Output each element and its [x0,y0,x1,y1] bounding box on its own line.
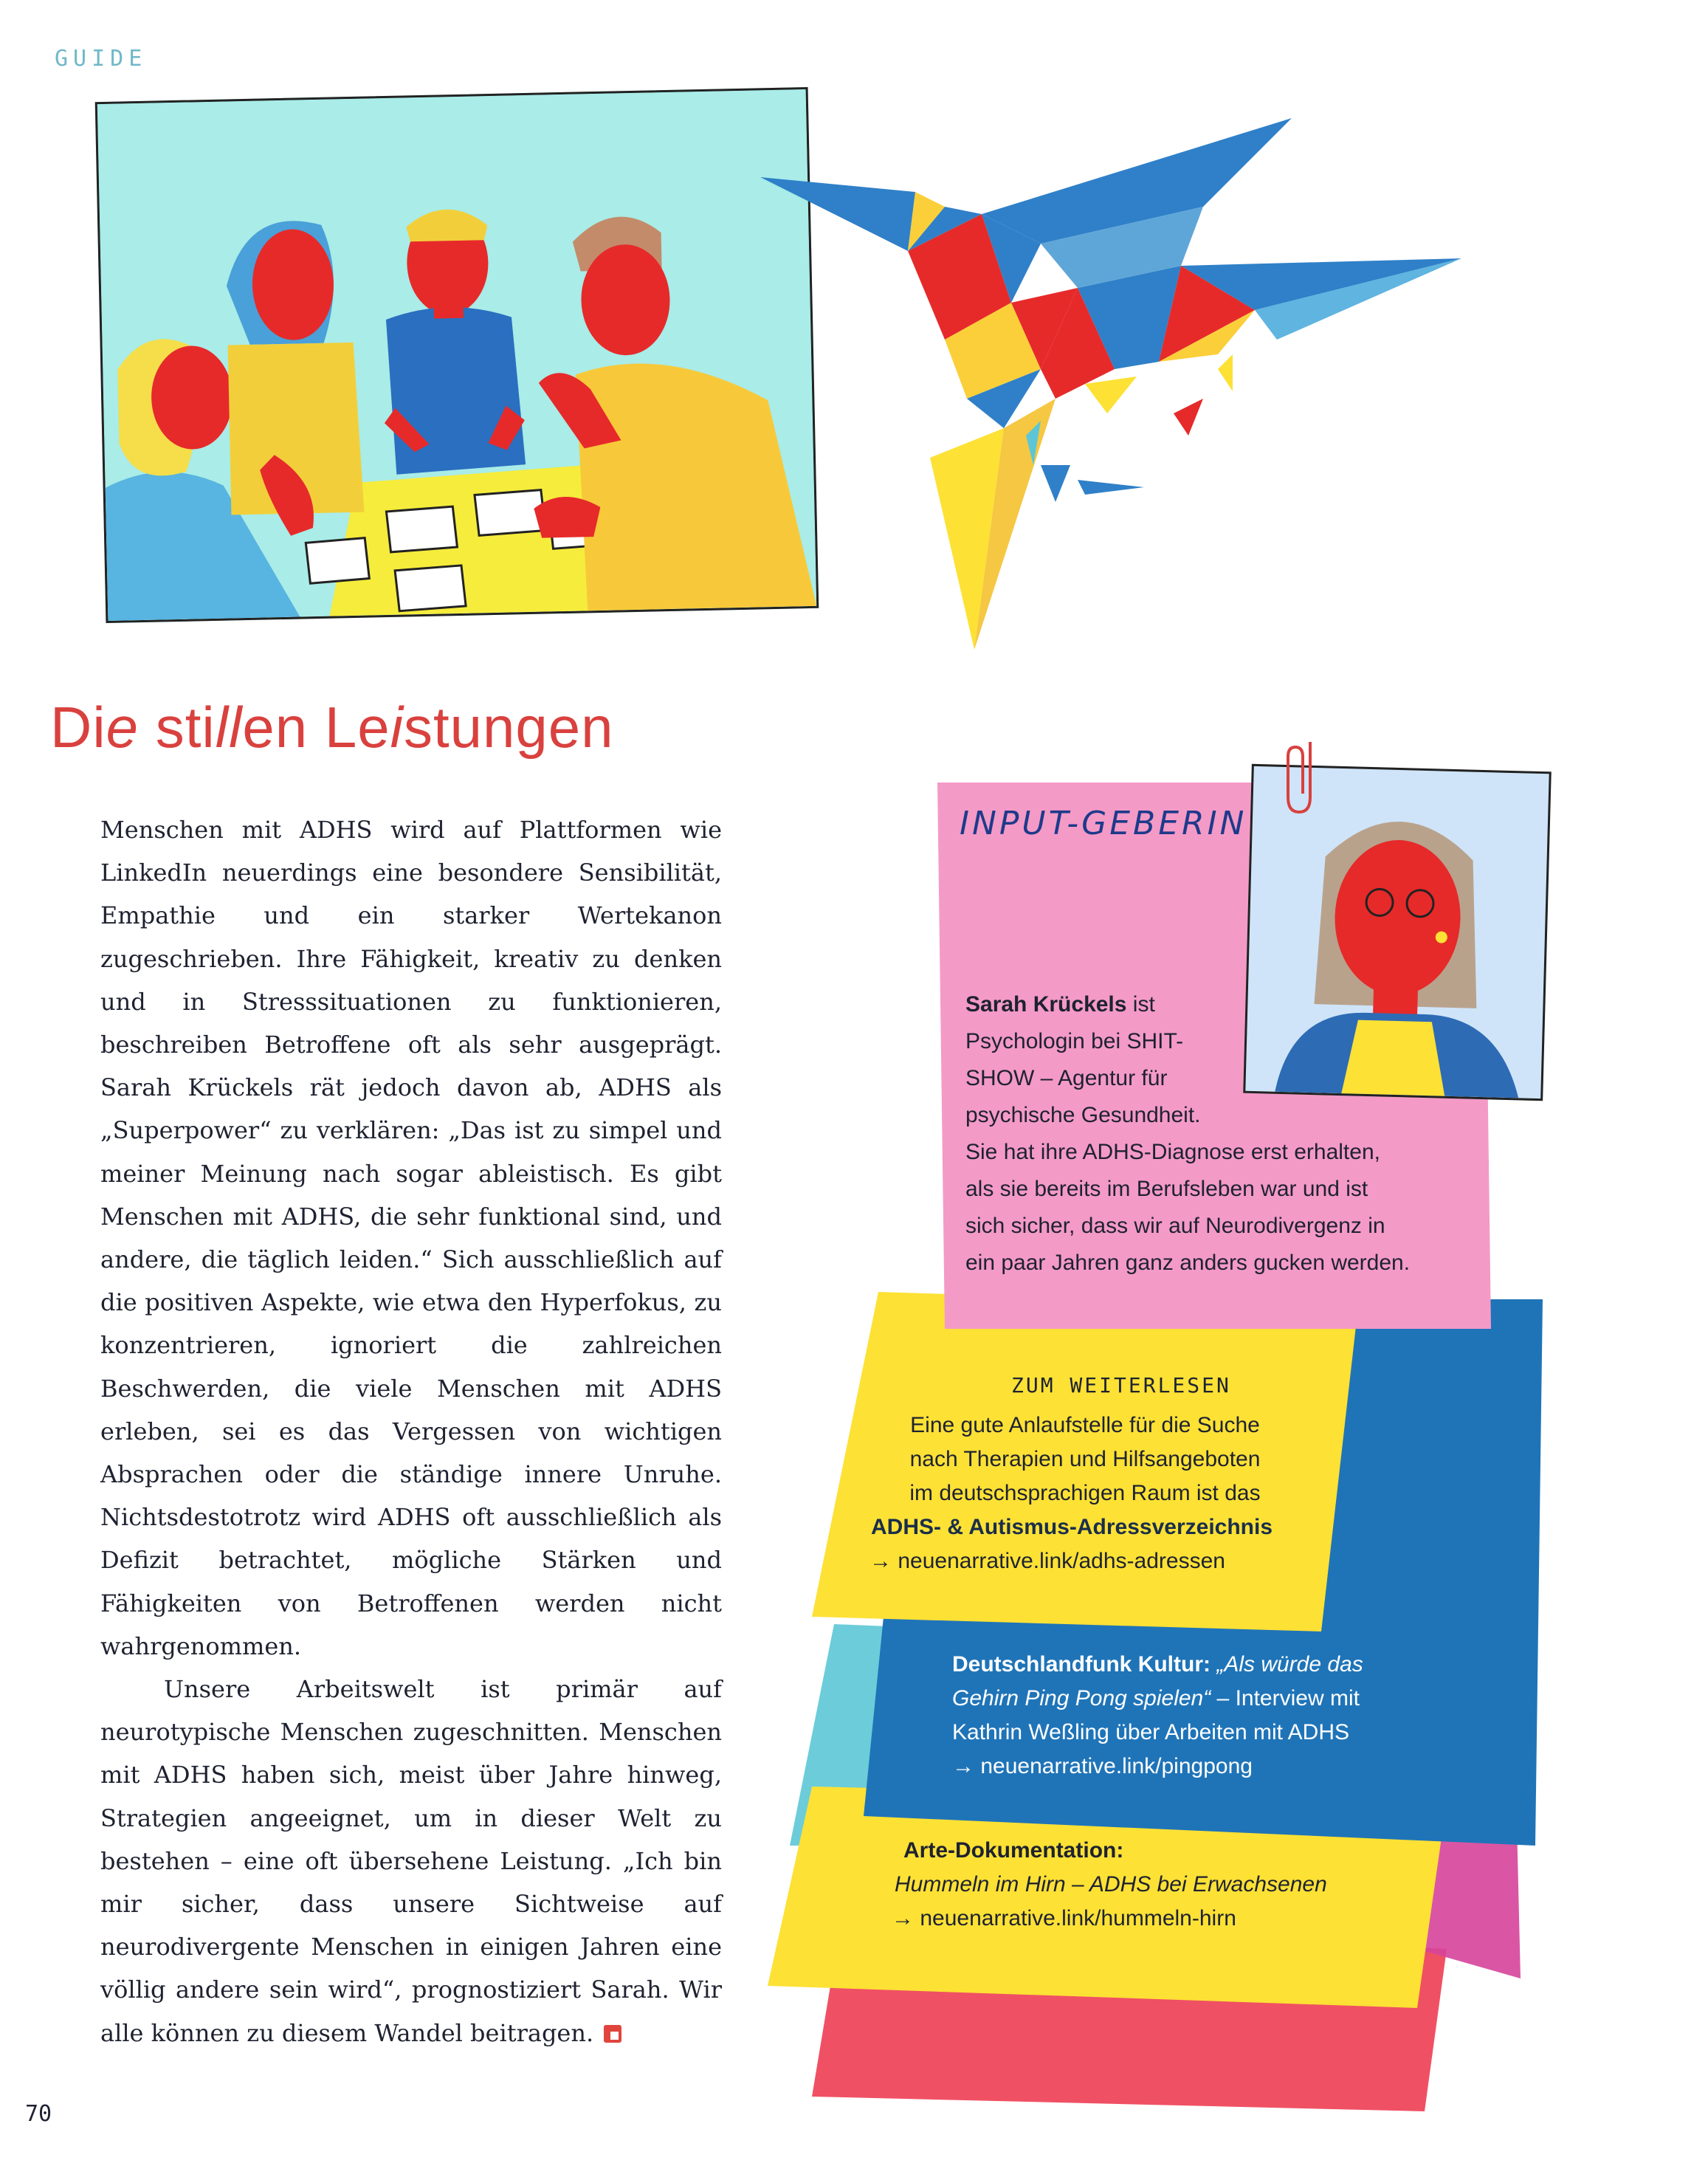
bio-text: Sarah Krückels ist Psychologin bei SHIT- SHOW – Agentur für psychische Gesundheit. Sie hat ihre ADHS-Diagnose erst erhalten, als sie bereits im Berufsleben war und ist sich sicher, dass wir auf Neurodivergenz in ein paar Jahren ganz anders gucken werden. [965,992,1411,1275]
team-meeting-illustration [95,87,819,623]
further-reading-intro: Eine gute Anlaufstelle für die Suche nach Therapien und Hilfsangeboten im deutschsprachigen Raum ist das [909,1413,1261,1505]
bio-name: Sarah Krückels [965,992,1127,1017]
hummeln-link[interactable]: → neuenarrative.link/hummeln-hirn [892,1906,1236,1930]
resource-title: ADHS- & Autismus-Adressverzeichnis [871,1515,1273,1539]
resource-link[interactable]: → neuenarrative.link/adhs-adressen [870,1549,1225,1573]
article-body [100,808,722,2055]
paragraph-1: Menschen mit ADHS wird auf Plattformen wie LinkedIn neuerdings eine besondere Sensibilität, Empathie und ein starker Wertekanon zugeschrieben. Ihre Fähigkeit, kreativ zu denken und in Stresssituationen zu funktionieren, beschreiben Betroffene oft als sehr ausgeprägt. Sarah Krückels rät jedoch davon ab, ADHS als „Superpower“ zu verklären: „Das ist zu simpel und meiner Meinung nach sogar ableistisch. Es gibt Menschen mit ADHS, die sehr funktional sind, und andere, die täglich leiden.“ Sich ausschließlich auf die positiven Aspekte, wie etwa den Hyperfokus, zu konzentrieren, ignoriert die zahlreichen Beschwerden, die viele Menschen mit ADHS erleben, sei es das Vergessen von wichtigen Absprachen oder die ständige innere Unruhe. Nichtsdestotrotz wird ADHS oft ausschließlich als Defizit betrachtet, mögliche Stärken und Fähigkeiten von Betroffenen werden nicht wahrgenommen. [100,816,722,1660]
origami-bird-illustration [760,118,1484,664]
pingpong-link[interactable]: → neuenarrative.link/pingpong [952,1754,1253,1778]
section-label: GUIDE [55,46,148,72]
team-meeting-drawing [97,89,816,621]
article-title: Die stillen Leistungen [50,695,614,760]
end-mark-icon [604,2025,621,2043]
paperclip-icon [1284,738,1329,819]
page-number: 70 [25,2101,52,2127]
deutschlandfunk-item: Deutschlandfunk Kultur: „Als würde das Gehirn Ping Pong spielen“ – Interview mit Kathrin Weßling über Arbeiten mit ADHS → neuenarrative.link/pingpong [952,1648,1484,1784]
arte-item: Arte-Dokumentation: Hummeln im Hirn – ADHS bei Erwachsenen → neuenarrative.link/hummeln-hirn [892,1834,1423,1936]
further-reading-heading: ZUM WEITERLESEN [1011,1373,1231,1397]
paragraph-2: Unsere Arbeitswelt ist primär auf neurotypische Menschen zugeschnitten. Menschen mit ADHS haben sich, meist über Jahre hinweg, Strategien angeeignet, um in dieser Welt zu bestehen – eine oft übersehene Leistung. „Ich bin mir sicher, dass unsere Sichtweise auf neurodivergente Menschen in einigen Jahren eine völlig andere sein wird“, prognostiziert Sarah. Wir alle können zu diesem Wandel beitragen. [100,1675,722,2047]
input-label: INPUT-GEBERIN [960,805,1247,842]
